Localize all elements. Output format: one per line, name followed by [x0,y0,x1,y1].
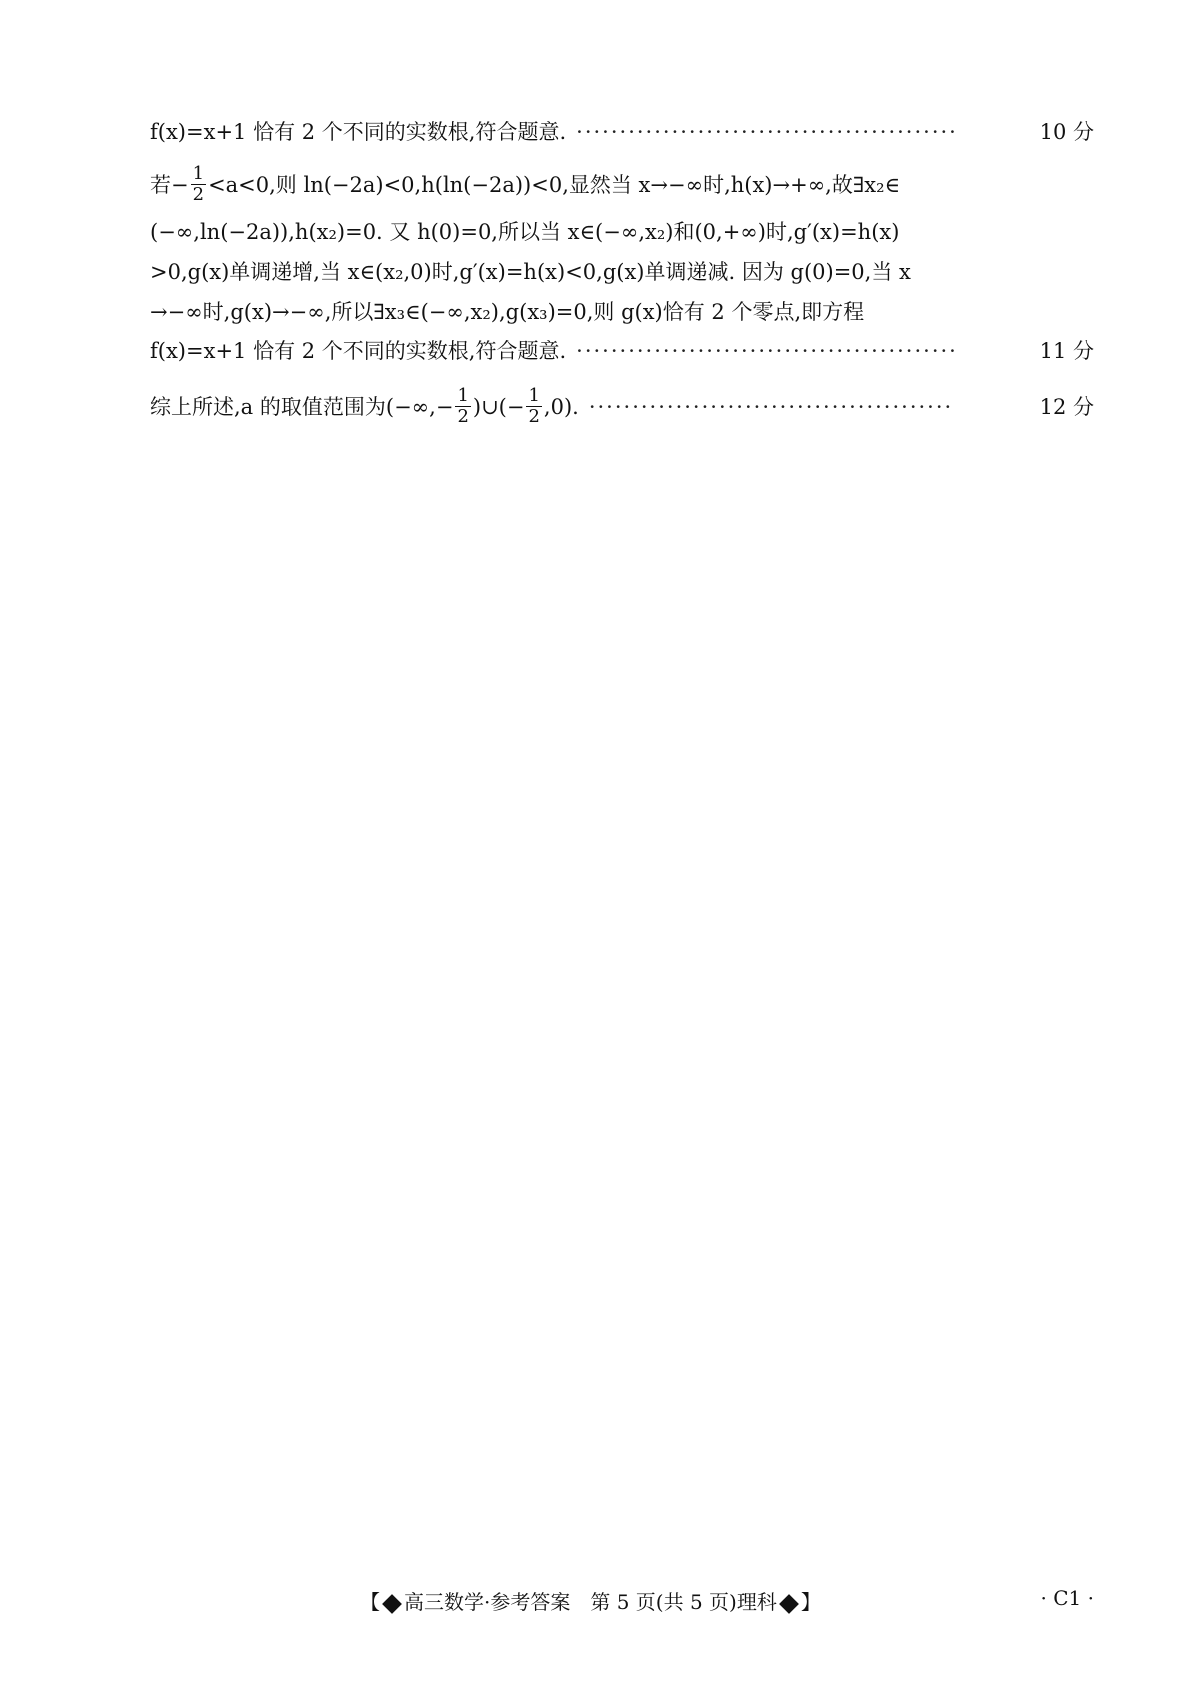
fraction-denominator: 2 [192,184,205,205]
dot-leader: ············································ [576,120,958,144]
fraction-denominator: 2 [528,406,540,427]
dot-leader: ·········································· [588,394,954,419]
fraction-numerator: 1 [192,163,205,184]
line-prefix: 若− [150,172,189,197]
solution-line-7 [150,386,1094,427]
fraction-denominator: 2 [457,406,469,427]
page-footer [150,1586,1094,1616]
diamond-icon [382,1594,402,1614]
footer-title-text: 高三数学·参考答案 第 5 页(共 5 页)理科 [404,1590,777,1614]
footer-title [360,1586,821,1615]
solution-line-3 [150,218,1094,246]
score-mark: 11 分 [1039,339,1094,363]
solution-line-6 [150,337,1094,365]
solution-line-2 [150,164,1094,205]
dot-leader: ············································ [576,339,958,363]
solution-line-5 [150,298,1094,326]
left-bracket: 【 [360,1590,380,1614]
solution-line-1 [150,118,1094,146]
line-suffix: ,0). [543,394,579,419]
fraction-numerator: 1 [457,385,469,406]
fraction-one-half [191,164,206,205]
fraction-numerator: 1 [528,385,540,406]
solution-line-4 [150,258,1094,286]
page-code: · C1 · [1040,1586,1094,1610]
line-suffix: <a<0,则 ln(−2a)<0,h(ln(−2a))<0,显然当 x→−∞时,h(x)→+∞,故∃x₂∈ [208,172,901,197]
line-text: >0,g(x)单调递增,当 x∈(x₂,0)时,g′(x)=h(x)<0,g(x)单调递减. 因为 g(0)=0,当 x [150,260,911,284]
score-mark: 12 分 [1039,394,1094,419]
fraction-one-half [526,386,541,427]
diamond-icon [779,1594,799,1614]
score-mark: 10 分 [1039,120,1094,144]
right-bracket: 】 [800,1590,821,1614]
line-text: f(x)=x+1 恰有 2 个不同的实数根,符合题意. [150,120,567,144]
fraction-one-half [455,386,470,427]
line-middle: )∪(− [472,394,525,419]
line-text: f(x)=x+1 恰有 2 个不同的实数根,符合题意. [150,339,567,363]
line-text: (−∞,ln(−2a)),h(x₂)=0. 又 h(0)=0,所以当 x∈(−∞,x₂)和(0,+∞)时,g′(x)=h(x) [150,220,900,244]
line-prefix: 综上所述,a 的取值范围为(−∞,− [150,394,454,419]
line-text: →−∞时,g(x)→−∞,所以∃x₃∈(−∞,x₂),g(x₃)=0,则 g(x)恰有 2 个零点,即方程 [150,300,865,324]
